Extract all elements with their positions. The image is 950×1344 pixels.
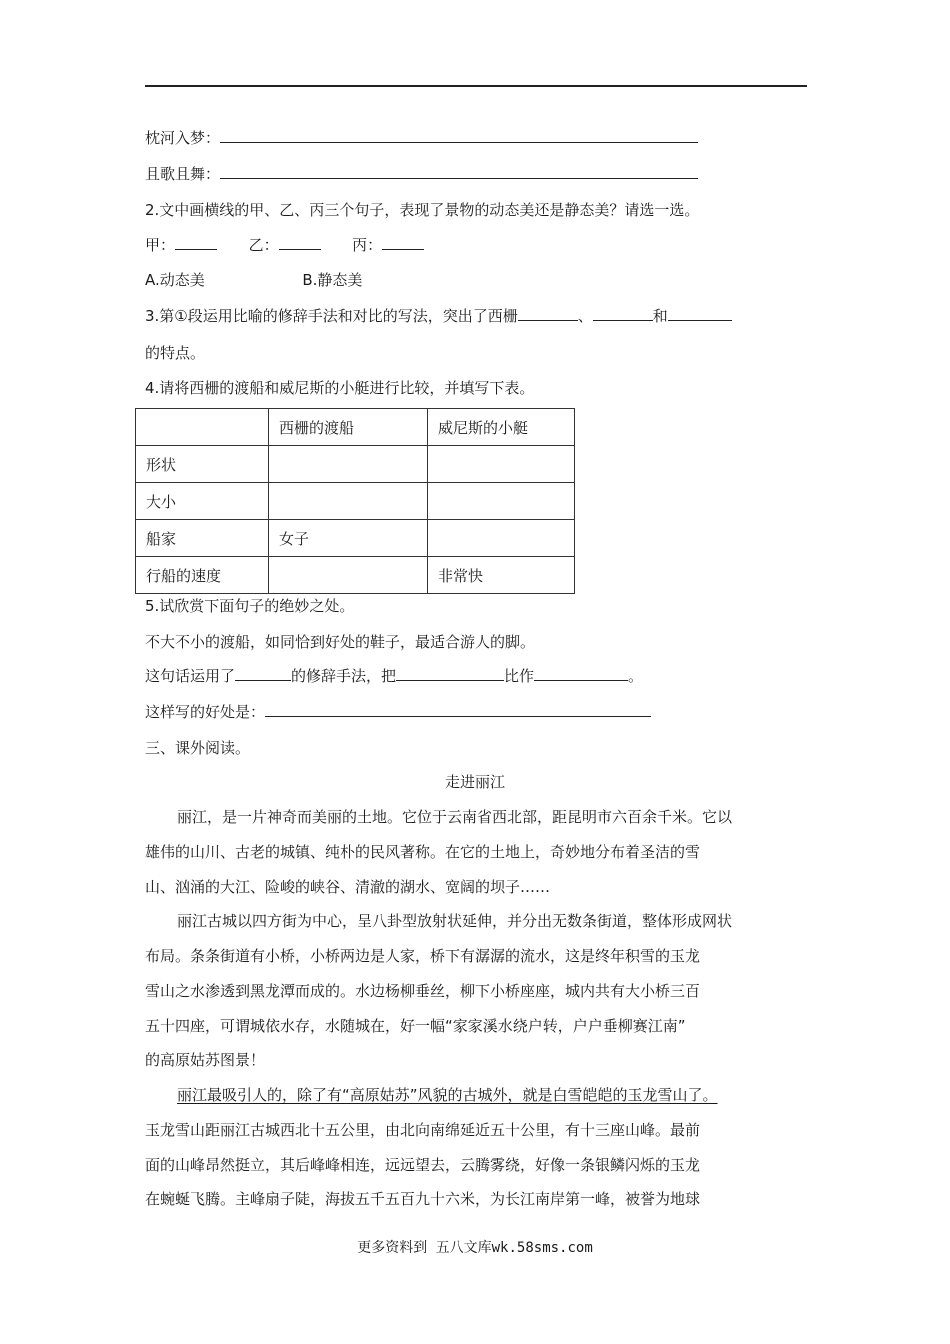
q2-options xyxy=(145,270,362,290)
table-row: 船家 女子 xyxy=(136,520,575,557)
paragraph-line: 的高原姑苏图景！ xyxy=(145,1051,266,1069)
answer-blank[interactable] xyxy=(593,306,653,321)
answer-blank[interactable] xyxy=(668,306,732,321)
paragraph-line: 丽江古城以四方街为中心，呈八卦型放射状延伸，并分出无数条街道，整体形成网状 xyxy=(177,912,733,930)
option-b: B.静态美 xyxy=(302,271,363,289)
q5-fill: 这句话运用了 的修辞手法，把 比作 。 xyxy=(145,667,644,685)
answer-blank[interactable] xyxy=(534,666,628,681)
comparison-table xyxy=(135,408,575,594)
q3-line2: 的特点。 xyxy=(145,344,206,362)
answer-blank[interactable] xyxy=(235,666,291,681)
q5-sentence: 不大不小的渡船，如同恰到好处的鞋子，最适合游人的脚。 xyxy=(145,633,536,651)
paragraph-line: 五十四座，可谓城依水存，水随城在，好一幅“家家溪水绕户转，户户垂柳赛江南” xyxy=(145,1017,686,1035)
q2-prompt: 2.文中画横线的甲、乙、丙三个句子，表现了景物的动态美还是静态美？请选一选。 xyxy=(145,201,700,219)
q5-prompt: 5.试欣赏下面句子的绝妙之处。 xyxy=(145,597,355,615)
answer-blank-jia[interactable] xyxy=(175,235,217,250)
q4-prompt: 4.请将西栅的渡船和威尼斯的小艇进行比较，并填写下表。 xyxy=(145,379,535,397)
answer-blank[interactable] xyxy=(220,128,698,143)
q2-blanks: 甲： 乙： 丙： xyxy=(145,235,424,255)
answer-blank-bing[interactable] xyxy=(382,235,424,250)
paragraph-line: 玉龙雪山距丽江古城西北十五公里，由北向南绵延近五十公里，有十三座山峰。最前 xyxy=(145,1121,701,1139)
footer-text: 更多资料到 五八文库wk.58sms.com xyxy=(357,1240,593,1256)
answer-blank-yi[interactable] xyxy=(279,235,321,250)
table-header-row: 西栅的渡船 威尼斯的小艇 xyxy=(136,409,575,446)
q1-item1: 枕河入梦： xyxy=(145,128,698,148)
paragraph-line: 山、汹涌的大江、险峻的峡谷、清澈的湖水、宽阔的坝子…… xyxy=(145,878,551,896)
table-row: 行船的速度 非常快 xyxy=(136,557,575,594)
paragraph-line: 面的山峰昂然挺立，其后峰峰相连，远远望去，云腾雾绕，好像一条银鳞闪烁的玉龙 xyxy=(145,1156,701,1174)
table-row: 大小 xyxy=(136,483,575,520)
paragraph-line: 布局。条条街道有小桥，小桥两边是人家，桥下有潺潺的流水，这是终年积雪的玉龙 xyxy=(145,947,701,965)
option-a: A.动态美 xyxy=(145,271,205,289)
section-heading: 三、课外阅读。 xyxy=(145,739,251,757)
underlined-sentence: 丽江最吸引人的，除了有“高原姑苏”风貌的古城外，就是白雪皑皑的玉龙雪山了。 xyxy=(177,1086,718,1104)
answer-blank[interactable] xyxy=(220,164,698,179)
q1-item2: 且歌且舞： xyxy=(145,164,698,184)
header-rule xyxy=(145,85,807,87)
paragraph-line: 雄伟的山川、古老的城镇、纯朴的民风著称。在它的土地上，奇妙地分布着圣洁的雪 xyxy=(145,843,701,861)
q3-line1: 3.第①段运用比喻的修辞手法和对比的写法，突出了西栅 、 和 xyxy=(145,306,732,326)
paragraph-line: 雪山之水渗透到黑龙潭而成的。水边杨柳垂丝，柳下小桥座座，城内共有大小桥三百 xyxy=(145,982,701,1000)
paragraph-line: 丽江，是一片神奇而美丽的土地。它位于云南省西北部，距昆明市六百余千米。它以 xyxy=(177,808,733,826)
table-row: 形状 xyxy=(136,446,575,483)
answer-blank[interactable] xyxy=(396,666,504,681)
paragraph-line: 在蜿蜒飞腾。主峰扇子陡，海拔五千五百九十六米，为长江南岸第一峰，被誉为地球 xyxy=(145,1190,701,1208)
q5-benefit: 这样写的好处是： xyxy=(145,702,651,722)
answer-blank[interactable] xyxy=(518,306,578,321)
answer-blank[interactable] xyxy=(265,702,651,717)
passage-title: 走进丽江 xyxy=(444,773,505,791)
